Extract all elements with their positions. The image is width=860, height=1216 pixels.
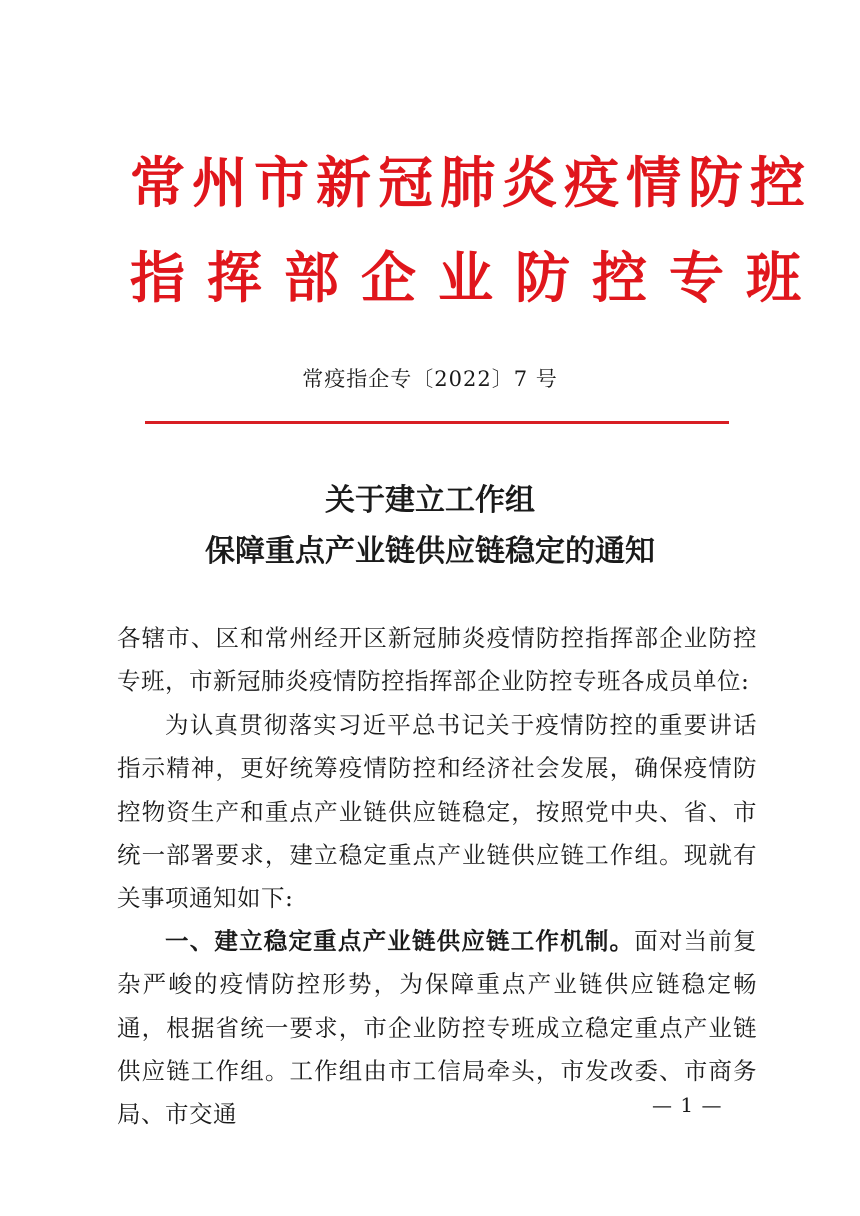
page-number: — 1 —	[652, 1093, 723, 1117]
section-heading-1: 一、建立稳定重点产业链供应链工作机制。	[165, 927, 635, 955]
recipients-paragraph: 各辖市、区和常州经开区新冠肺炎疫情防控指挥部企业防控专班，市新冠肺炎疫情防控指挥部企业防控专班各成员单位:	[117, 624, 757, 696]
document-title-line1: 关于建立工作组	[325, 483, 535, 518]
document-title-line2: 保障重点产业链供应链稳定的通知	[205, 534, 655, 569]
document-number: 常疫指企专〔2022〕7 号	[302, 367, 558, 391]
body-paragraph-1: 为认真贯彻落实习近平总书记关于疫情防控的重要讲话指示精神，更好统筹疫情防控和经济社会发展，确保疫情防控物资生产和重点产业链供应链稳定，按照党中央、省、市统一部署要求，建立稳定重点产业链供应链工作组。现就有关事项通知如下:	[117, 711, 757, 913]
section-body-1: 面对当前复杂严峻的疫情防控形势，为保障重点产业链供应链稳定畅通，根据省统一要求，市企业防控专班成立稳定重点产业链供应链工作组。工作组由市工信局牵头，市发改委、市商务局、市交通	[117, 927, 758, 1129]
issuer-header-line1: 常州市新冠肺炎疫情防控	[130, 151, 813, 215]
red-separator-rule	[145, 421, 729, 424]
issuer-header-line2: 指挥部企业防控专班	[130, 246, 824, 310]
